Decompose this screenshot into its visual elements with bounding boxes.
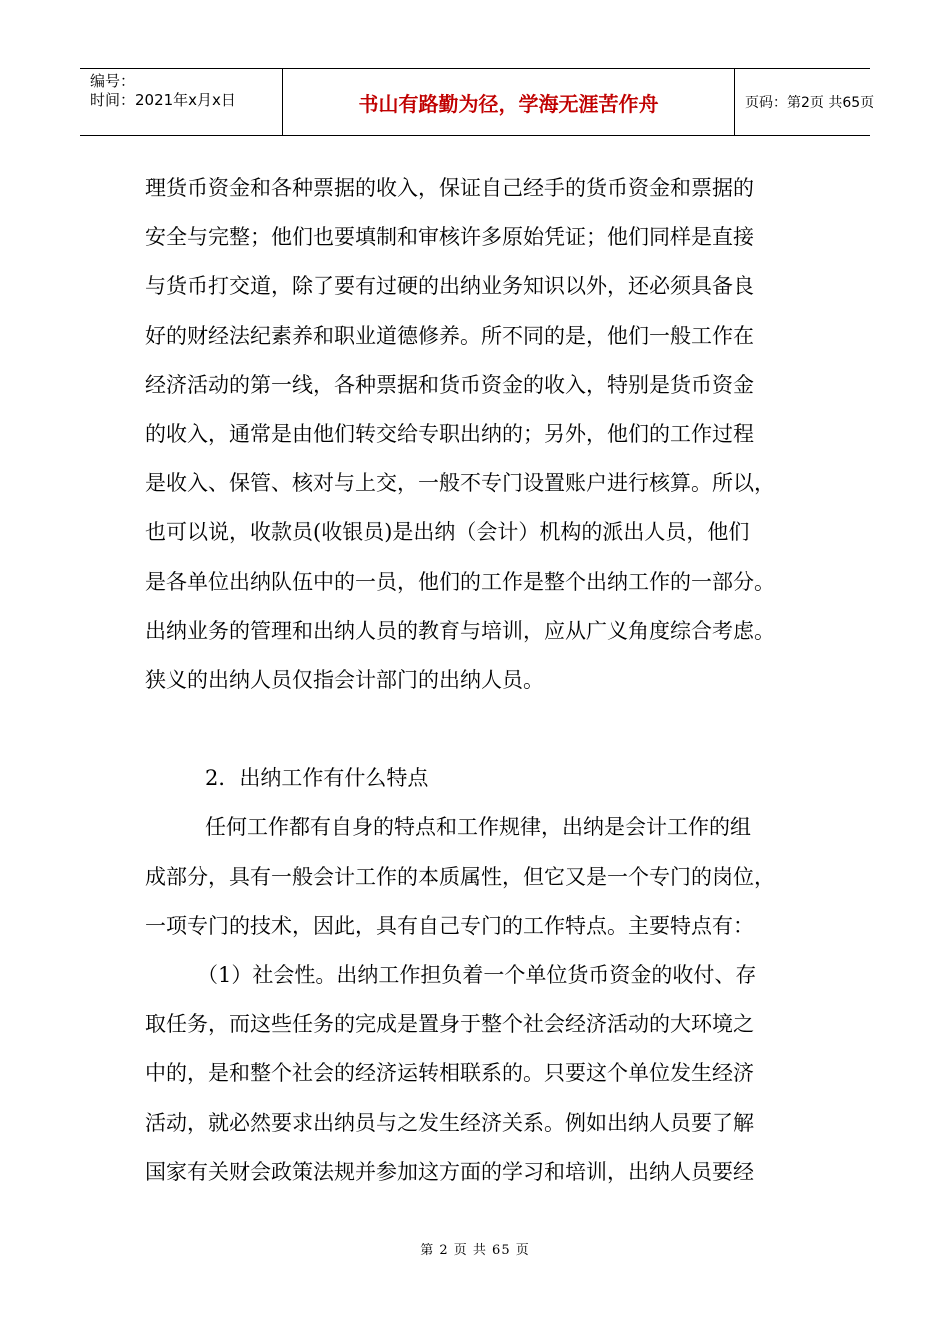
body-line: 是收入、保管、核对与上交，一般不专门设置账户进行核算。所以，: [145, 471, 775, 496]
header-page-code: 页码：第2页 共65页: [745, 95, 875, 111]
body-line: 国家有关财会政策法规并参加这方面的学习和培训，出纳人员要经: [145, 1159, 754, 1184]
body-line: （1）社会性。出纳工作担负着一个单位货币资金的收付、存: [197, 963, 757, 987]
document-date-label: 时间：2021年x月x日: [90, 91, 236, 109]
body-line: 出纳业务的管理和出纳人员的教育与培训，应从广义角度综合考虑。: [145, 618, 775, 643]
body-line: 安全与完整；他们也要填制和审核许多原始凭证；他们同样是直接: [145, 225, 754, 250]
body-line: 取任务，而这些任务的完成是置身于整个社会经济活动的大环境之: [145, 1012, 754, 1037]
body-line: 与货币打交道，除了要有过硬的出纳业务知识以外，还必须具备良: [145, 274, 754, 299]
body-line: 理货币资金和各种票据的收入，保证自己经手的货币资金和票据的: [145, 176, 754, 200]
body-line: 一项专门的技术，因此，具有自己专门的工作特点。主要特点有：: [145, 913, 754, 938]
body-line: 好的财经法纪素养和职业道德修养。所不同的是，他们一般工作在: [145, 323, 754, 348]
header-motto-cell: [282, 69, 735, 135]
paragraph-spacer: [145, 705, 815, 754]
header-motto: 书山有路勤为径，学海无涯苦作舟: [358, 92, 659, 116]
body-line: 任何工作都有自身的特点和工作规律，出纳是会计工作的组: [205, 815, 751, 840]
page-header: [80, 68, 875, 136]
body-line: 的收入，通常是由他们转交给专职出纳的；另外，他们的工作过程: [145, 421, 754, 446]
body-line: 中的，是和整个社会的经济运转相联系的。只要这个单位发生经济: [145, 1061, 754, 1086]
body-line: 狭义的出纳人员仅指会计部门的出纳人员。: [145, 667, 544, 692]
body-line: 是各单位出纳队伍中的一员，他们的工作是整个出纳工作的一部分。: [145, 569, 775, 594]
body-line: 经济活动的第一线，各种票据和货币资金的收入，特别是货币资金: [145, 372, 754, 397]
section-heading: 2．出纳工作有什么特点: [205, 766, 429, 791]
body-line: 也可以说，收款员(收银员)是出纳（会计）机构的派出人员，他们: [145, 520, 750, 545]
document-body: [145, 164, 815, 1197]
header-page-cell: [735, 69, 875, 135]
document-number-label: 编号：: [90, 72, 136, 90]
header-meta-cell: [80, 69, 282, 135]
page-footer: 第 2 页 共 65 页: [420, 1243, 530, 1258]
body-line: 成部分，具有一般会计工作的本质属性，但它又是一个专门的岗位，: [145, 864, 775, 889]
body-line: 活动，就必然要求出纳员与之发生经济关系。例如出纳人员要了解: [145, 1110, 754, 1135]
